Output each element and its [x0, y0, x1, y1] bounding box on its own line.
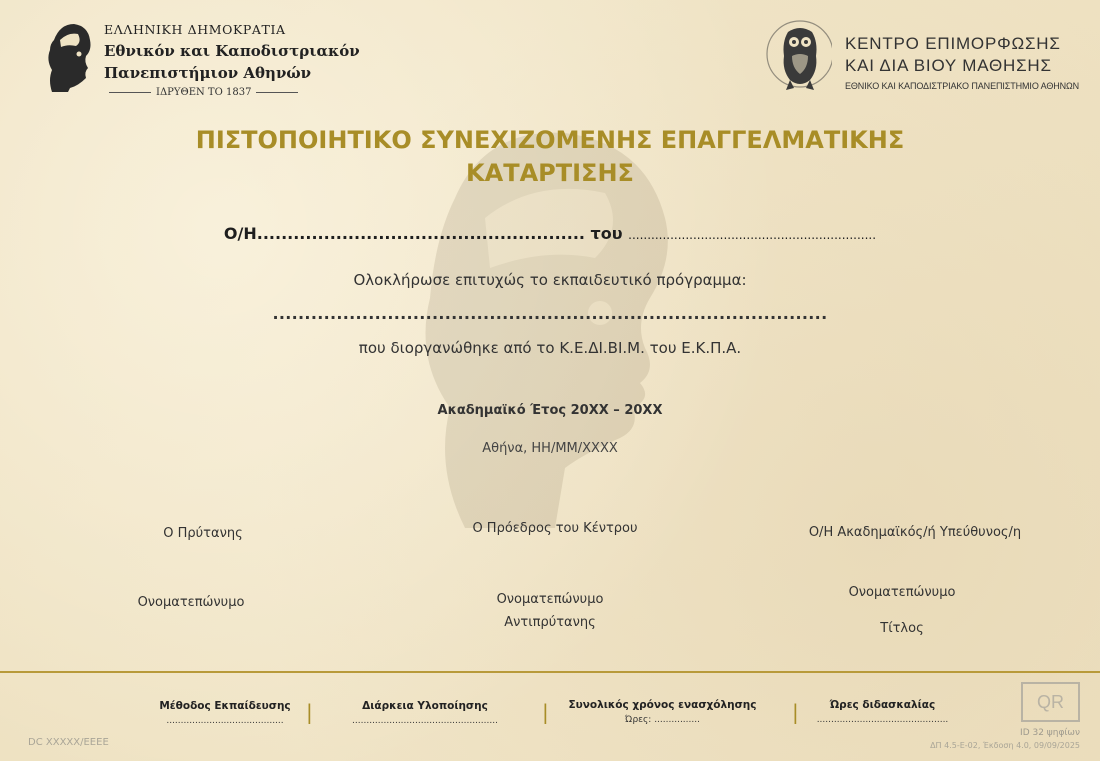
academic-supervisor-title: Τίτλος: [880, 621, 924, 636]
document-version: ΔΠ 4.5-Ε-02, Έκδοση 4.0, 09/09/2025: [930, 741, 1080, 750]
completed-text: Ολοκλήρωσε επιτυχώς το εκπαιδευτικό πρόγραμμα:: [353, 271, 747, 289]
organized-text: που διοργανώθηκε από το Κ.Ε.ΔΙ.ΒΙ.Μ. του Ε.Κ.Π.Α.: [358, 339, 742, 357]
place-date: Αθήνα, ΗΗ/ΜΜ/ΧΧΧΧ: [482, 441, 618, 456]
rector-name: Ονοματεπώνυμο: [137, 595, 245, 610]
athena-seal-icon: [44, 20, 96, 92]
father-name-placeholder: .................................................................: [628, 228, 877, 242]
university-name-line2: Πανεπιστήμιον Αθηνών: [104, 64, 312, 82]
recipient-line: [150, 224, 950, 243]
rector-role: Ο Πρύτανης: [163, 526, 243, 541]
teaching-hours-label: Ώρες διδασκαλίας: [829, 699, 936, 711]
president-title: Αντιπρύτανης: [504, 615, 596, 630]
total-time-value: Ώρες: ................: [625, 715, 700, 725]
footer-duration: [345, 700, 505, 726]
program-name-placeholder: .......................................................................................: [272, 304, 828, 323]
of-label: του: [584, 224, 629, 243]
university-logo: [44, 18, 360, 102]
footer-total-time: [560, 699, 765, 725]
academic-supervisor-role: Ο/Η Ακαδημαϊκός/ή Υπεύθυνος/η: [808, 525, 1022, 540]
certificate-title-line1: ΠΙΣΤΟΠΟΙΗΤΙΚΟ ΣΥΝΕΧΙΖΟΜΕΝΗΣ ΕΠΑΓΓΕΛΜΑΤΙΚΗΣ: [195, 126, 905, 154]
footer-method: [145, 700, 305, 726]
certificate-title-line2: ΚΑΤΑΡΤΙΣΗΣ: [466, 159, 634, 187]
method-value: .........................................: [166, 716, 284, 726]
founded-label: ΙΔΡΥΘΕΝ ΤΟ 1837: [104, 87, 302, 98]
teaching-hours-value: ..............................................: [816, 715, 949, 725]
center-title-line2: ΚΑΙ ΔΙΑ ΒΙΟΥ ΜΑΘΗΣΗΣ: [845, 56, 1052, 75]
university-name-line1: Εθνικόν και Καποδιστριακόν: [104, 42, 360, 60]
center-logo: [766, 18, 1080, 98]
recipient-name-placeholder: ......................................................: [256, 224, 585, 243]
certificate-title: [150, 124, 950, 190]
duration-value: ...................................................: [352, 716, 498, 726]
recipient-prefix: Ο/Η: [223, 224, 257, 243]
total-time-label: Συνολικός χρόνος ενασχόλησης: [568, 699, 757, 711]
qr-id-label: ID 32 ψηφίων: [1020, 728, 1080, 738]
owl-icon: [766, 18, 832, 94]
dc-code: DC XXXXX/EEEE: [28, 737, 109, 748]
qr-code-placeholder: QR: [1021, 682, 1080, 722]
method-label: Μέθοδος Εκπαίδευσης: [159, 700, 291, 712]
president-role: Ο Πρόεδρος του Κέντρου: [472, 521, 638, 536]
center-title-line1: ΚΕΝΤΡΟ ΕΠΙΜΟΡΦΩΣΗΣ: [845, 34, 1061, 53]
footer-teaching-hours: [805, 699, 960, 725]
footer-separator: |: [792, 700, 799, 724]
academic-year: Ακαδημαϊκό Έτος 20XX – 20XX: [437, 403, 663, 418]
duration-label: Διάρκεια Υλοποίησης: [362, 700, 488, 712]
footer-divider: [0, 671, 1100, 673]
president-name: Ονοματεπώνυμο: [496, 592, 604, 607]
footer-separator: |: [306, 700, 313, 724]
center-subtitle: ΕΘΝΙΚΟ ΚΑΙ ΚΑΠΟΔΙΣΤΡΙΑΚΟ ΠΑΝΕΠΙΣΤΗΜΙΟ ΑΘΗΝΩΝ: [845, 81, 1080, 91]
republic-label: ΕΛΛΗΝΙΚΗ ΔΗΜΟΚΡΑΤΙΑ: [104, 22, 286, 37]
academic-supervisor-name: Ονοματεπώνυμο: [848, 585, 956, 600]
footer-separator: |: [542, 700, 549, 724]
